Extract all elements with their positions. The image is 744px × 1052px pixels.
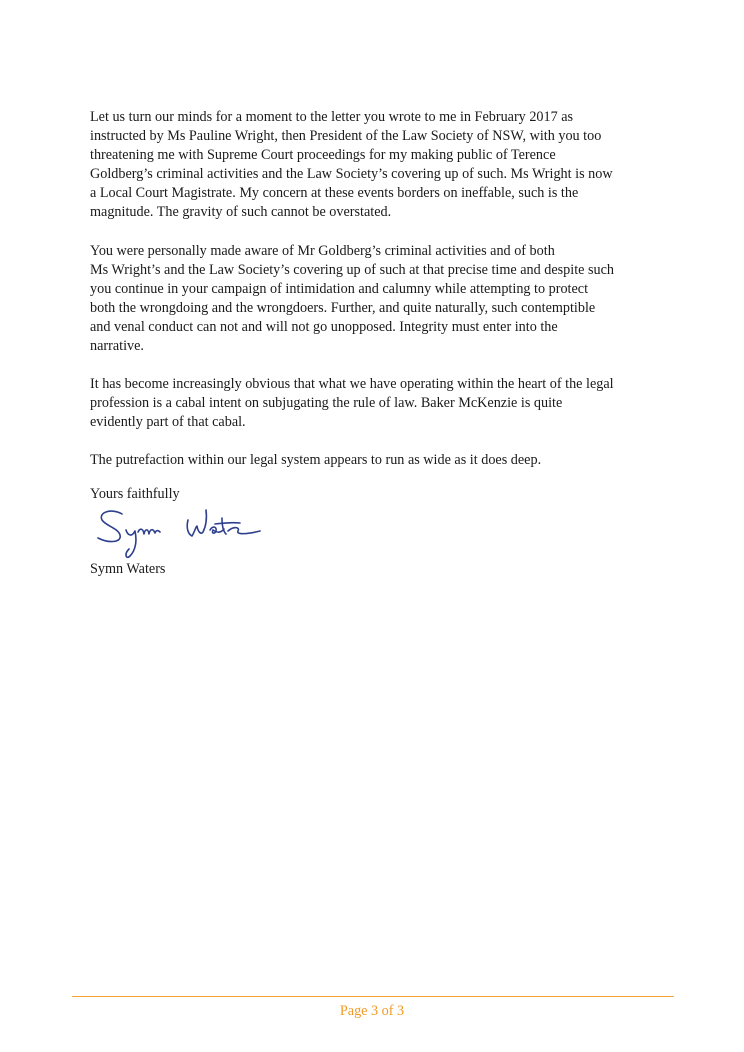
paragraph-line: threatening me with Supreme Court proceedings for my making public of Terence xyxy=(90,147,556,164)
paragraph-line: It has become increasingly obvious that what we have operating within the heart of the legal xyxy=(90,376,614,393)
paragraph-line: Goldberg’s criminal activities and the Law Society’s covering up of such. Ms Wright is now xyxy=(90,166,613,183)
signature-stroke xyxy=(187,510,206,536)
letter-body xyxy=(90,108,670,490)
paragraph-line: profession is a cabal intent on subjugating the rule of law. Baker McKenzie is quite xyxy=(90,395,563,412)
signature-stroke xyxy=(210,527,224,533)
paragraph-line: You were personally made aware of Mr Goldberg’s criminal activities and of both xyxy=(90,242,555,259)
paragraph-line: Let us turn our minds for a moment to the letter you wrote to me in February 2017 as xyxy=(90,109,574,125)
paragraph-line: narrative. xyxy=(90,338,144,355)
signature-stroke xyxy=(228,528,260,534)
handwritten-signature xyxy=(92,504,282,562)
closing-salutation: Yours faithfully xyxy=(90,486,180,502)
paragraph-line: you continue in your campaign of intimidation and calumny while attempting to protect xyxy=(90,280,589,297)
footer-divider xyxy=(72,996,674,997)
signature-stroke xyxy=(138,529,160,534)
paragraph-1 xyxy=(90,108,670,223)
paragraph-line: both the wrongdoing and the wrongdoers. Further, and quite naturally, such contemptible xyxy=(90,299,596,316)
paragraph-4 xyxy=(90,451,670,470)
paragraph-line: magnitude. The gravity of such cannot be overstated. xyxy=(90,204,392,221)
signature-stroke xyxy=(98,511,122,541)
signer-name: Symn Waters xyxy=(90,561,166,577)
paragraph-line: a Local Court Magistrate. My concern at these events borders on ineffable, such is the xyxy=(90,185,579,202)
paragraph-3 xyxy=(90,375,670,432)
paragraph-2 xyxy=(90,242,670,357)
paragraph-line: The putrefaction within our legal system appears to run as wide as it does deep. xyxy=(90,452,542,469)
page-number: Page 3 of 3 xyxy=(339,1003,405,1019)
paragraph-line: and venal conduct can not and will not go unopposed. Integrity must enter into the xyxy=(90,318,558,335)
paragraph-line: evidently part of that cabal. xyxy=(90,414,246,431)
signature-stroke xyxy=(222,518,226,534)
paragraph-line: instructed by Ms Pauline Wright, then President of the Law Society of NSW, with you too xyxy=(90,128,602,145)
signature-stroke xyxy=(126,530,136,557)
signature-stroke xyxy=(215,523,240,524)
paragraph-line: Ms Wright’s and the Law Society’s covering up of such at that precise time and despite such xyxy=(90,261,614,278)
